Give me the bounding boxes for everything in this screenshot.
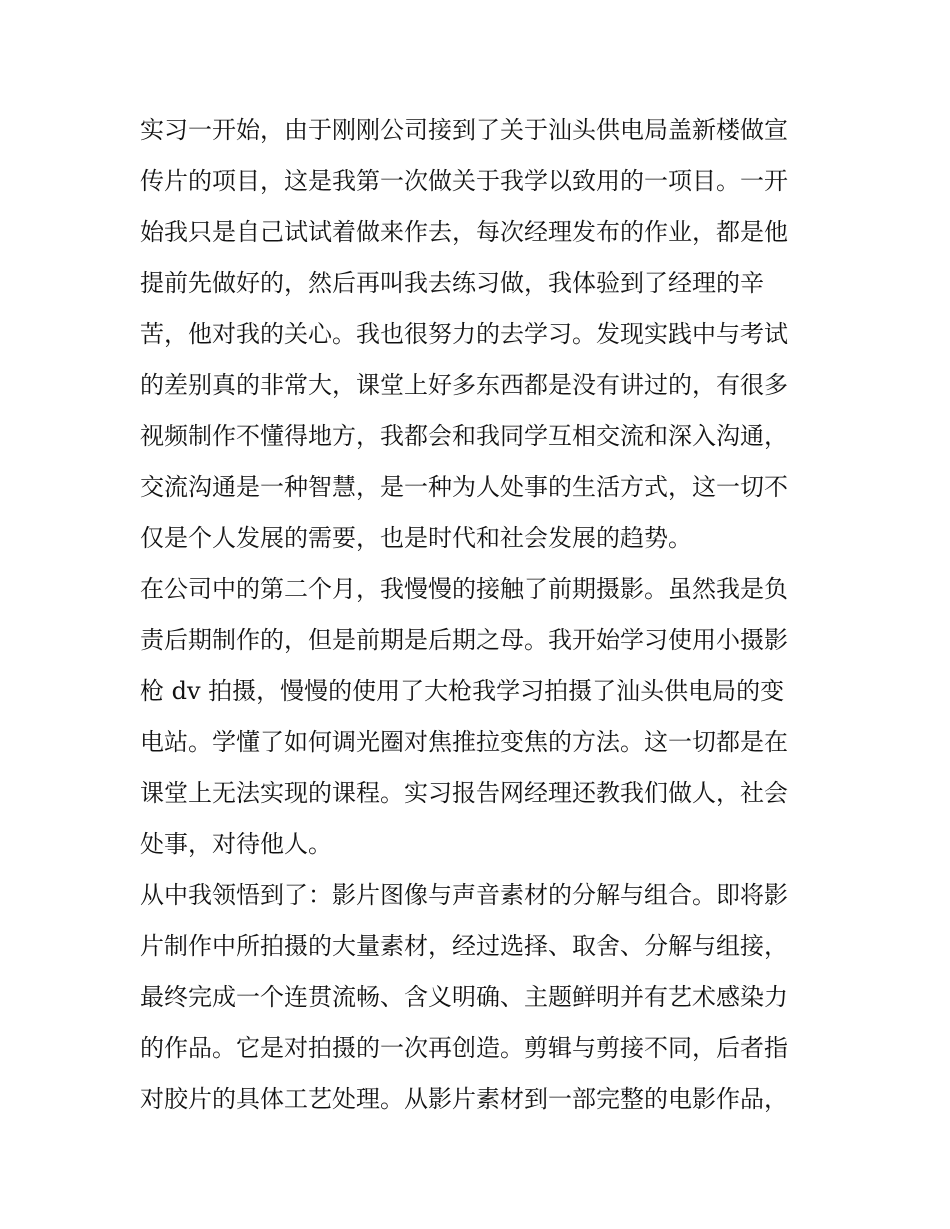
document-body (140, 105, 820, 1125)
text-line: 从中我领悟到了：影片图像与声音素材的分解与组合。即将影 (140, 881, 788, 909)
paragraph-lessons-learned (140, 870, 820, 1125)
text-line: 提前先做好的，然后再叫我去练习做，我体验到了经理的辛 (140, 269, 764, 297)
text-line: 的作品。它是对拍摄的一次再创造。剪辑与剪接不同，后者指 (140, 1034, 788, 1062)
text-line: 的差别真的非常大，课堂上好多东西都是没有讲过的，有很多 (140, 371, 788, 399)
text-line: 对胶片的具体工艺处理。从影片素材到一部完整的电影作品， (140, 1085, 788, 1113)
text-line: 课堂上无法实现的课程。实习报告网经理还教我们做人，社会 (140, 779, 788, 807)
text-line: 交流沟通是一种智慧，是一种为人处事的生活方式，这一切不 (140, 473, 788, 501)
text-line: 在公司中的第二个月，我慢慢的接触了前期摄影。虽然我是负 (140, 575, 788, 603)
text-line: 枪 dv 拍摄，慢慢的使用了大枪我学习拍摄了汕头供电局的变 (140, 677, 785, 705)
text-line: 处事，对待他人。 (140, 830, 332, 858)
paragraph-internship-start (140, 105, 820, 564)
text-line: 视频制作不懂得地方，我都会和我同学互相交流和深入沟通， (140, 422, 788, 450)
text-line: 传片的项目，这是我第一次做关于我学以致用的一项目。一开 (140, 167, 788, 195)
text-line: 实习一开始，由于刚刚公司接到了关于汕头供电局盖新楼做宣 (140, 116, 788, 144)
text-line: 电站。学懂了如何调光圈对焦推拉变焦的方法。这一切都是在 (140, 728, 788, 756)
text-line: 片制作中所拍摄的大量素材，经过选择、取舍、分解与组接， (140, 932, 788, 960)
text-line: 苦，他对我的关心。我也很努力的去学习。发现实践中与考试 (140, 320, 788, 348)
text-line: 仅是个人发展的需要，也是时代和社会发展的趋势。 (140, 524, 692, 552)
paragraph-second-month (140, 564, 820, 870)
text-line: 责后期制作的，但是前期是后期之母。我开始学习使用小摄影 (140, 626, 788, 654)
text-line: 最终完成一个连贯流畅、含义明确、主题鲜明并有艺术感染力 (140, 983, 788, 1011)
text-line: 始我只是自己试试着做来作去，每次经理发布的作业，都是他 (140, 218, 788, 246)
